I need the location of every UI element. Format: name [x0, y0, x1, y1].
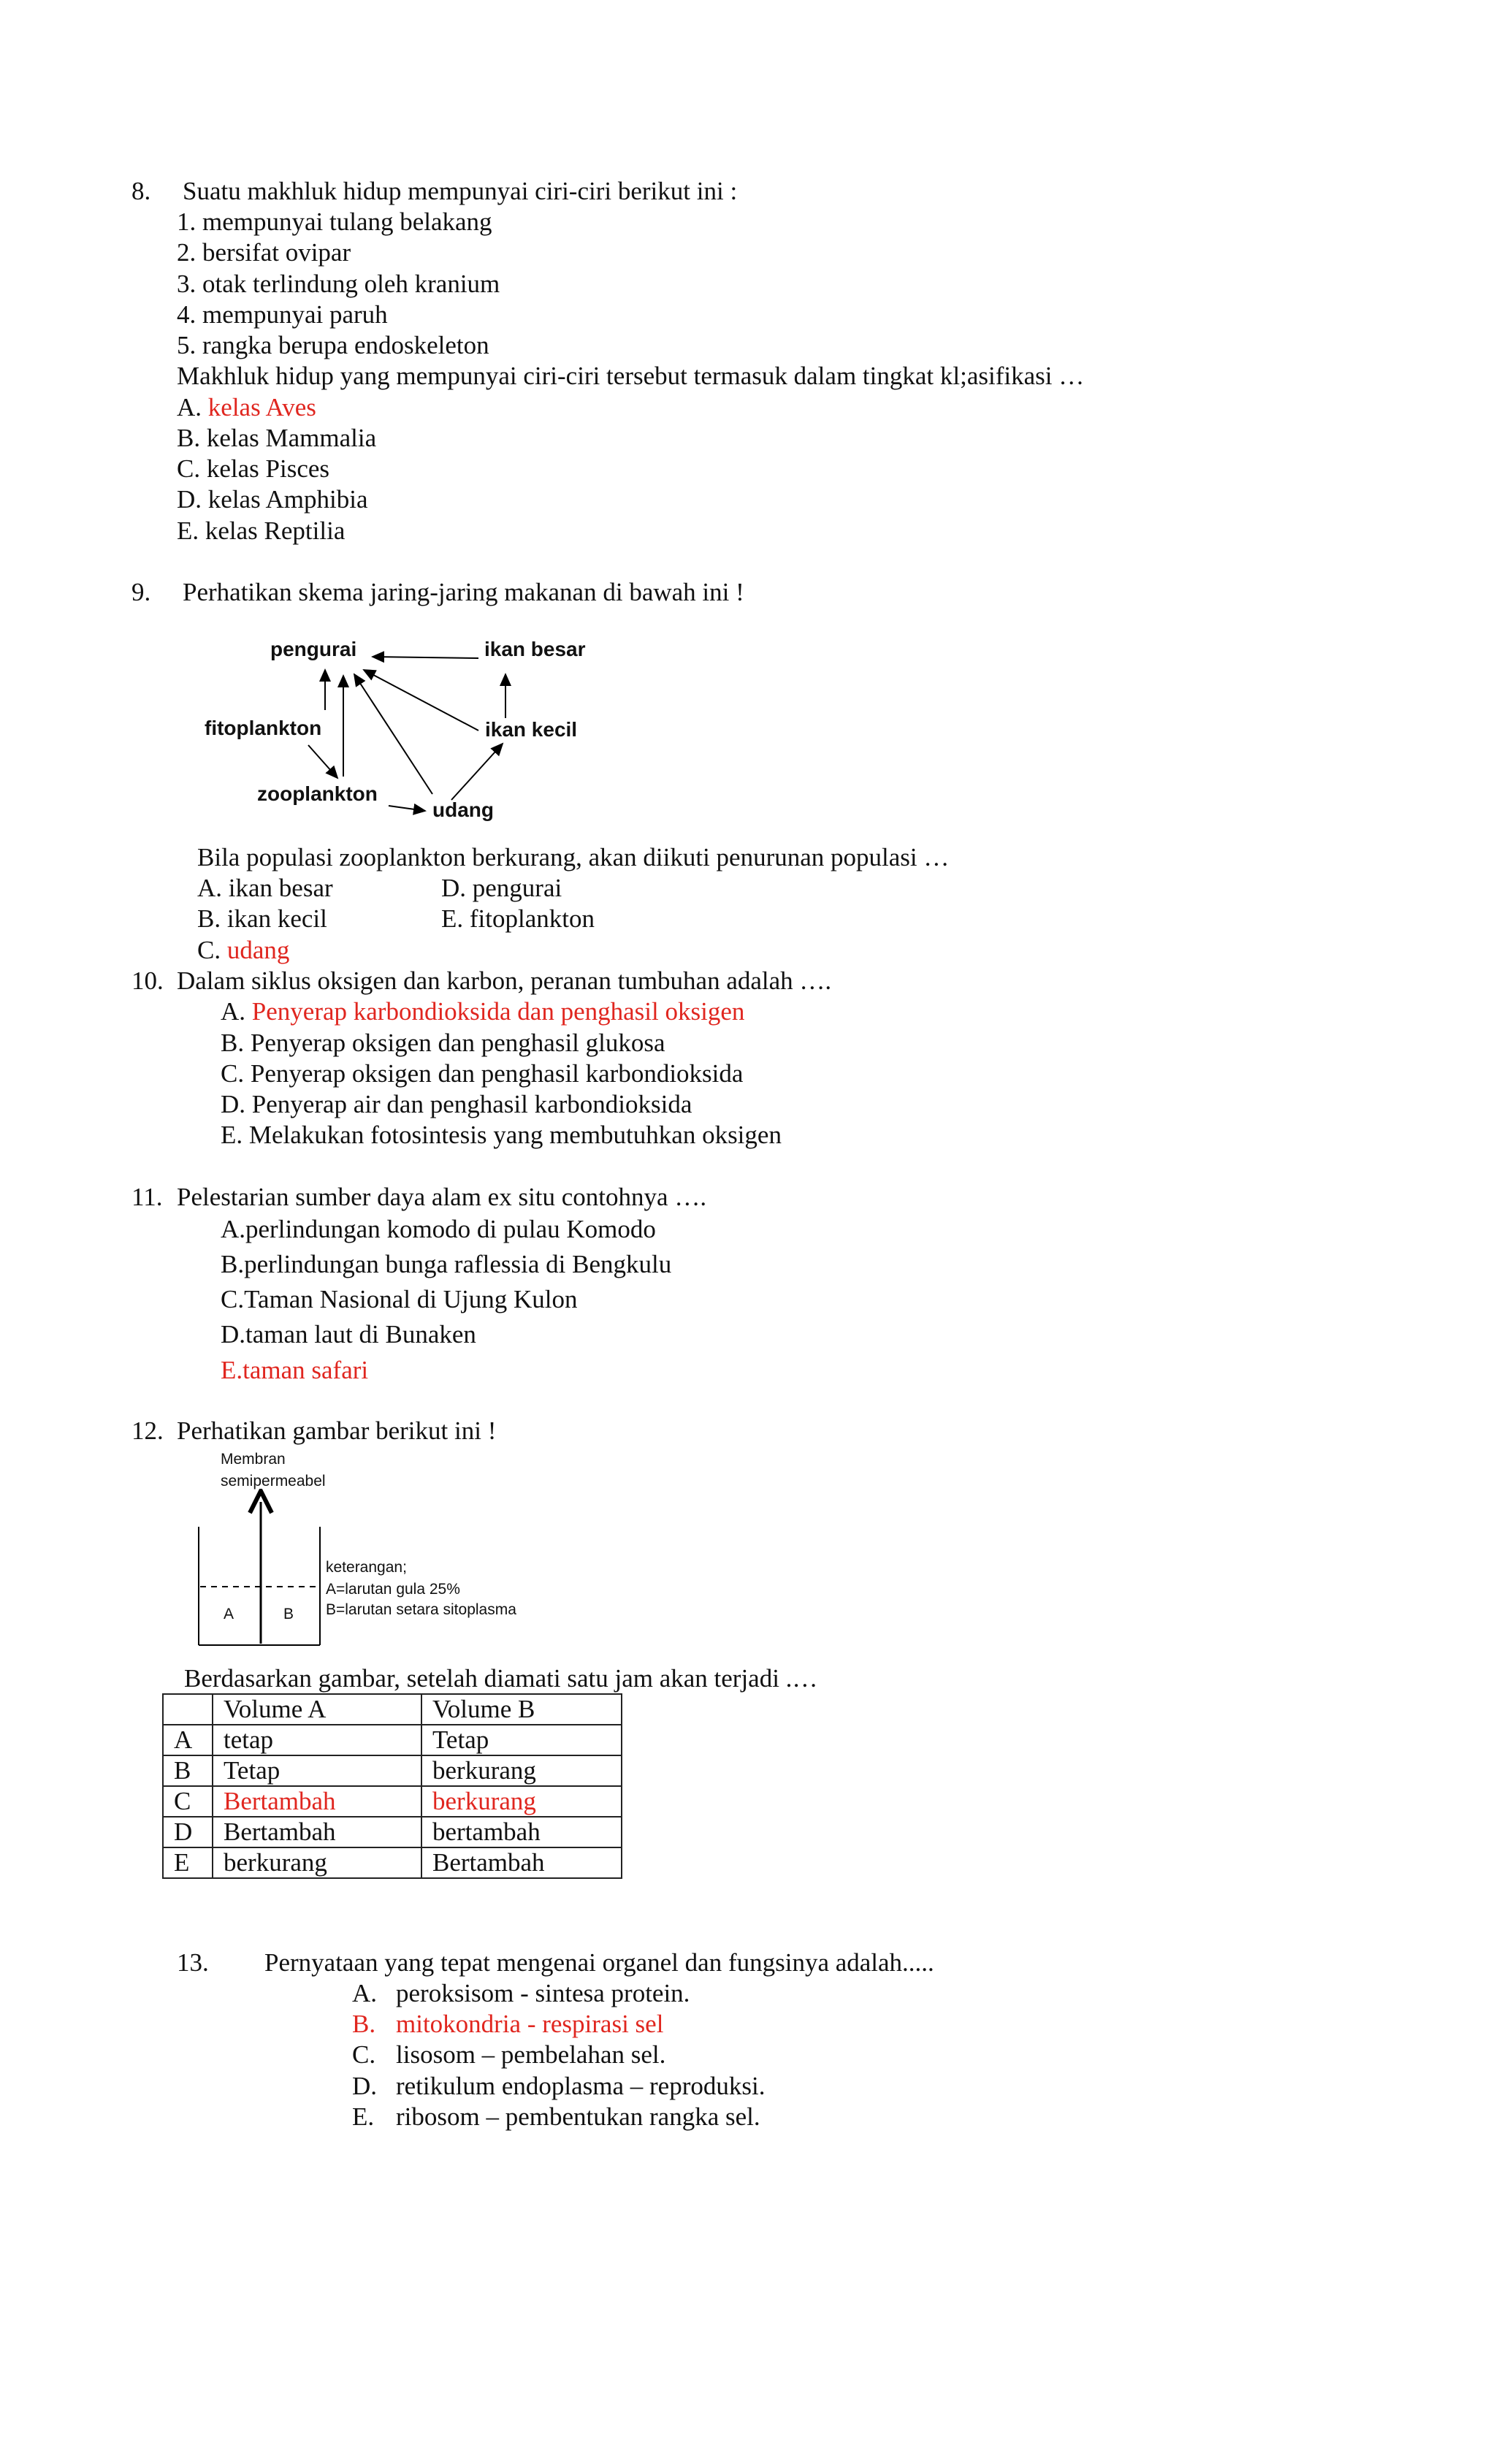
q9-question: Bila populasi zooplankton berkurang, akan diikuti penurunan populasi … [197, 843, 950, 871]
node-ikan-besar: ikan besar [484, 638, 586, 660]
q8-option-a: A. kelas Aves [177, 393, 316, 422]
table-header-cell [163, 1694, 213, 1725]
q10-option-a: A. Penyerap karbondioksida dan penghasil oksigen [221, 997, 745, 1026]
q13-option-b-key: B. [352, 2010, 376, 2038]
q13-option-e-text: ribosom – pembentukan rangka sel. [396, 2102, 760, 2131]
food-web-diagram [197, 617, 606, 829]
q8-trait: 4. mempunyai paruh [177, 300, 388, 329]
q8-option-d: D. kelas Amphibia [177, 485, 368, 514]
q8-trait: 2. bersifat ovipar [177, 238, 351, 267]
table-cell-volume-a: Bertambah [213, 1786, 421, 1817]
q13-option-a-key: A. [352, 1979, 378, 2007]
q8-option-e: E. kelas Reptilia [177, 516, 346, 545]
q13-option-c-key: C. [352, 2040, 376, 2069]
table-row [163, 1755, 622, 1786]
q11-number: 11. [131, 1183, 163, 1211]
osmosis-diagram [190, 1446, 570, 1651]
table-cell-key: D [163, 1817, 213, 1847]
q13-option-d-text: retikulum endoplasma – reproduksi. [396, 2072, 766, 2100]
table-cell-volume-b: Bertambah [421, 1847, 622, 1878]
q10-stem: Dalam siklus oksigen dan karbon, peranan tumbuhan adalah …. [177, 966, 832, 995]
q12-number: 12. [131, 1416, 164, 1445]
q10-option-c: C. Penyerap oksigen dan penghasil karbondioksida [221, 1059, 744, 1088]
q8-trait: 3. otak terlindung oleh kranium [177, 270, 500, 298]
table-row [163, 1786, 622, 1817]
compartment-b-label: B [283, 1606, 294, 1622]
q11-option-e: E.taman safari [221, 1356, 369, 1384]
membrane-label-line1: Membran [221, 1451, 286, 1468]
q11-option-b: B.perlindungan bunga raflessia di Bengkulu [221, 1250, 672, 1278]
arrow-udang-pengurai [354, 674, 432, 794]
node-udang: udang [432, 798, 494, 821]
table-row [163, 1817, 622, 1847]
q11-option-d: D.taman laut di Bunaken [221, 1320, 476, 1349]
legend-a: A=larutan gula 25% [326, 1581, 460, 1598]
q12-question: Berdasarkan gambar, setelah diamati satu jam akan terjadi .… [184, 1664, 818, 1693]
table-cell-volume-a: Tetap [213, 1755, 421, 1786]
table-header-cell: Volume A [213, 1694, 421, 1725]
table-header-row [163, 1694, 622, 1725]
node-ikan-kecil: ikan kecil [485, 718, 578, 741]
q11-option-a: A.perlindungan komodo di pulau Komodo [221, 1215, 656, 1243]
table-row [163, 1847, 622, 1878]
u-tube-container [190, 1446, 336, 1651]
q9-option-b: B. ikan kecil [197, 904, 327, 933]
table-cell-volume-a: berkurang [213, 1847, 421, 1878]
q10-option-b: B. Penyerap oksigen dan penghasil glukosa [221, 1029, 665, 1057]
q8-question: Makhluk hidup yang mempunyai ciri-ciri tersebut termasuk dalam tingkat kl;asifikasi … [177, 362, 1085, 390]
q13-number: 13. [177, 1948, 209, 1977]
q12-answer-table [162, 1693, 622, 1879]
q11-stem: Pelestarian sumber daya alam ex situ contohnya …. [177, 1183, 707, 1211]
q8-stem: Suatu makhluk hidup mempunyai ciri-ciri berikut ini : [183, 177, 738, 205]
table-cell-volume-b: Tetap [421, 1725, 622, 1755]
legend-title: keterangan; [326, 1559, 407, 1576]
table-cell-key: C [163, 1786, 213, 1817]
q10-number: 10. [131, 966, 164, 995]
arrow-ikanbesar-pengurai [373, 657, 478, 658]
q8-trait: 1. mempunyai tulang belakang [177, 207, 492, 236]
q13-stem: Pernyataan yang tepat mengenai organel dan fungsinya adalah..... [264, 1948, 934, 1977]
q13-option-d-key: D. [352, 2072, 378, 2100]
q8-option-b: B. kelas Mammalia [177, 424, 377, 452]
q9-option-d: D. pengurai [441, 874, 562, 902]
q9-stem: Perhatikan skema jaring-jaring makanan di bawah ini ! [183, 578, 744, 606]
table-header-cell: Volume B [421, 1694, 622, 1725]
table-row [163, 1725, 622, 1755]
q13-option-b-text: mitokondria - respirasi sel [396, 2010, 664, 2038]
legend-b: B=larutan setara sitoplasma [326, 1601, 516, 1618]
arrow-fitoplankton-zooplankton [308, 745, 337, 778]
q13-option-c-text: lisosom – pembelahan sel. [396, 2040, 666, 2069]
q13-option-e-key: E. [352, 2102, 375, 2131]
q11-option-c: C.Taman Nasional di Ujung Kulon [221, 1285, 578, 1313]
q10-option-e: E. Melakukan fotosintesis yang membutuhkan oksigen [221, 1121, 782, 1149]
q9-option-c: C. udang [197, 936, 290, 964]
q8-number: 8. [131, 177, 151, 205]
table-cell-volume-b: berkurang [421, 1786, 622, 1817]
membrane-label-line2: semipermeabel [221, 1473, 326, 1490]
table-cell-volume-a: tetap [213, 1725, 421, 1755]
node-fitoplankton: fitoplankton [205, 717, 322, 739]
arrow-ikankecil-pengurai [364, 670, 478, 731]
compartment-a-label: A [224, 1606, 234, 1622]
arrow-udang-ikankecil [451, 744, 503, 800]
table-cell-volume-a: Bertambah [213, 1817, 421, 1847]
q8-trait: 5. rangka berupa endoskeleton [177, 331, 489, 359]
q10-option-d: D. Penyerap air dan penghasil karbondioksida [221, 1090, 692, 1118]
arrow-zooplankton-udang [389, 806, 425, 811]
q12-stem: Perhatikan gambar berikut ini ! [177, 1416, 497, 1445]
table-cell-volume-b: bertambah [421, 1817, 622, 1847]
node-zooplankton: zooplankton [257, 782, 378, 805]
q8-option-c: C. kelas Pisces [177, 454, 330, 483]
table-cell-key: E [163, 1847, 213, 1878]
q9-option-a: A. ikan besar [197, 874, 333, 902]
q13-option-a-text: peroksisom - sintesa protein. [396, 1979, 690, 2007]
q9-number: 9. [131, 578, 151, 606]
table-cell-volume-b: berkurang [421, 1755, 622, 1786]
node-pengurai: pengurai [270, 638, 357, 660]
table-cell-key: A [163, 1725, 213, 1755]
table-cell-key: B [163, 1755, 213, 1786]
q9-option-e: E. fitoplankton [441, 904, 595, 933]
